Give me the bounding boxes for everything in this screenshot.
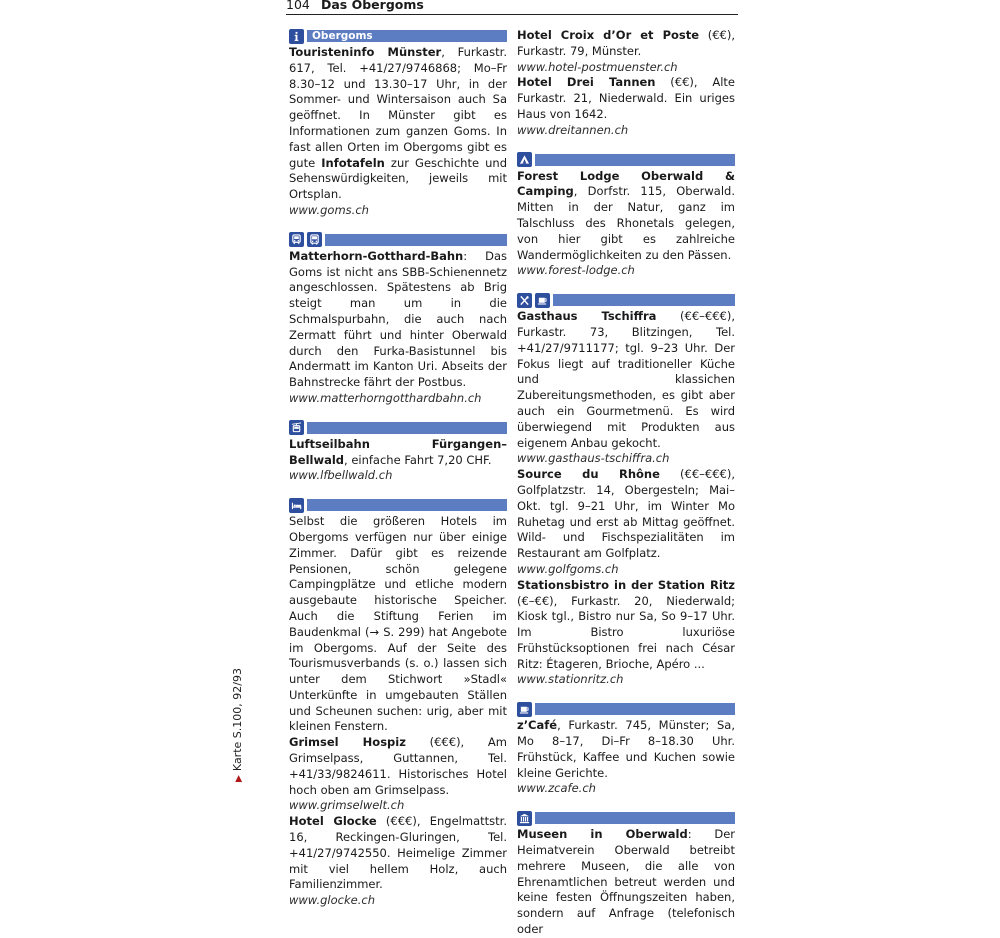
entry-source-du-rhone: Source du Rhône (€€–€€€), Golfplatzstr. 14, Obergesteln; Mai–Okt. tgl. 9–21 Uhr, im Winter Mo Ruhetag und erst ab Mittag geöffnet. Wild- und Fischspezialitäten im Restaurant am Golfplatz. [517, 467, 735, 561]
info-icon [289, 29, 304, 44]
cable-car-icon [289, 420, 304, 435]
entry-hotel-drei-tannen: Hotel Drei Tannen (€€), Alte Furkastr. 21, Niederwald. Ein uriges Haus von 1642. [517, 75, 735, 121]
entry-hotel-glocke: Hotel Glocke (€€€), Engelmattstr. 16, Reckingen-Gluringen, Tel. +41/27/9742550. Heimelige Zimmer mit viel hellem Holz, auch Familienzimmer. [289, 814, 507, 892]
coffee-cup-icon [535, 293, 550, 308]
entry-museen-oberwald: Museen in Oberwald: Der Heimatverein Oberwald betreibt mehrere Museen, die alle von Ehrenamtlichen betreut werden und keine festen Öffnungszeiten haben, sondern auf Anfrage (telefonisch oder [517, 827, 735, 937]
museum-icon [517, 811, 532, 826]
entry-grimsel-hospiz: Grimsel Hospiz (€€€), Am Grimselpass, Guttannen, Tel. +41/33/9824611. Historisches Hotel hoch oben am Grimselpass. [289, 735, 507, 797]
link-zcafe[interactable]: www.zcafe.ch [517, 781, 596, 796]
entry-gasthaus-tschiffra: Gasthaus Tschiffra (€€–€€€), Furkastr. 73, Blitzingen, Tel. +41/27/9711177; tgl. 9–23 Uhr. Der Fokus liegt auf traditioneller Küche und klassichen Zubereitungsmethoden, es gibt aber auch ein Gourmetmenü. Es wird überwiegend mit Produkten aus eigenem Anbau gekocht. [517, 309, 735, 450]
section-bar-camping [517, 152, 735, 168]
entry-zcafe: z’Café, Furkastr. 745, Münster; Sa, Mo 8–17, Di–Fr 8–18.30 Uhr. Frühstück, Kaffee und Kuchen sowie kleine Gerichte. [517, 718, 735, 780]
section-bar-label: Obergoms [307, 30, 507, 42]
link-hotel-postmuenster[interactable]: www.hotel-postmuenster.ch [517, 59, 678, 74]
section-bar-fill [535, 703, 735, 715]
section-bar-fill [325, 234, 507, 246]
train-icon [289, 232, 304, 247]
section-bar-info [289, 28, 507, 44]
entry-touristinfo: Touristeninfo Münster, Furkastr. 617, Tel. +41/27/9746868; Mo–Fr 8.30–12 und 13.30–17 Uhr, in der Sommer- und Wintersaison auch Sa geöffnet. In Münster gibt es Informationen zum ganzen Goms. In fast allen Orten im Obergoms gibt es gute Infotafeln zur Geschichte und Sehenswürdigkeiten, jeweils mit Ortsplan. [289, 45, 507, 202]
section-bar-fill [553, 294, 735, 306]
bed-icon [289, 498, 304, 513]
tent-icon [517, 152, 532, 167]
section-bar-transport [289, 232, 507, 248]
link-stationritz[interactable]: www.stationritz.ch [517, 672, 624, 687]
entry-matterhorn-gotthard-bahn: Matterhorn-Gotthard-Bahn: Das Goms ist nicht ans SBB-Schienennetz angeschlossen. Spätestens ab Brig steigt man um in die Schmalspurbahn, die auch nach Zermatt führt und hinter Oberwald durch den Furka-Basistunnel bis Andermatt im Kanton Uri. Abseits der Bahnstrecke fährt der Postbus. [289, 248, 507, 390]
section-bar-accommodation [289, 497, 507, 513]
map-reference: ▶Karte S.100, 92/93 [231, 668, 244, 782]
link-grimselwelt[interactable]: www.grimselwelt.ch [289, 798, 405, 813]
entry-hotel-croix-dor: Hotel Croix d’Or et Poste (€€), Furkastr. 79, Münster. [517, 28, 736, 58]
entry-hotels-intro: Selbst die größeren Hotels im Obergoms verfügen nur über einige Zimmer. Dafür gibt es reizende Pensionen, schön gelegene Campingplätze und etliche modern ausgebaute historische Speicher. Auch die Stiftung Ferien im Baudenkmal (→ S. 299) hat Angebote im Obergoms. Auf der Seite des Tourismusverbands (s. o.) lassen sich unter dem Stichwort »Stadl« Unterkünfte in umgebauten Ställen und Scheunen suchen: urig, aber mit kleinen Fenstern. [289, 514, 507, 734]
section-bar-food [517, 292, 735, 308]
section-bar-fill [307, 422, 507, 434]
section-bar-fill [535, 812, 735, 824]
link-lfbellwald[interactable]: www.lfbellwald.ch [289, 468, 393, 483]
right-column [517, 28, 735, 938]
page-number: 104 [286, 0, 310, 12]
cutlery-icon [517, 293, 532, 308]
page-header [286, 0, 738, 15]
entry-luftseilbahn: Luftseilbahn Fürgangen–Bellwald, einfache Fahrt 7,20 CHF. [289, 436, 507, 467]
link-dreitannen[interactable]: www.dreitannen.ch [517, 122, 629, 137]
left-column [289, 28, 507, 909]
link-gasthaus-tschiffra[interactable]: www.gasthaus-tschiffra.ch [517, 451, 670, 466]
coffee-cup-icon [517, 702, 532, 717]
section-bar-cafe [517, 701, 735, 717]
section-bar-museum [517, 810, 735, 826]
triangle-marker-icon: ▶ [234, 775, 244, 782]
entry-forest-lodge: Forest Lodge Oberwald & Camping, Dorfstr. 115, Oberwald. Mitten in der Natur, ganz im Talschluss des Rhonetals gelegen, von hier gibt es zahlreiche Wandermöglichkeiten zu den Pässen. [517, 168, 735, 262]
section-bar-fill [535, 154, 735, 166]
link-glocke[interactable]: www.glocke.ch [289, 893, 375, 908]
link-forest-lodge[interactable]: www.forest-lodge.ch [517, 263, 635, 278]
running-title: Das Obergoms [321, 0, 424, 12]
link-goms[interactable]: www.goms.ch [289, 202, 369, 217]
link-golfgoms[interactable]: www.golfgoms.ch [517, 561, 619, 576]
section-bar-fill [307, 499, 507, 511]
link-mgb[interactable]: www.matterhorngotthardbahn.ch [289, 390, 482, 405]
bus-icon [307, 232, 322, 247]
section-bar-cablecar [289, 420, 507, 436]
entry-stationsbistro-ritz: Stationsbistro in der Station Ritz (€–€€), Furkastr. 20, Niederwald; Kiosk tgl., Bistro nur Sa, So 9–17 Uhr. Im Bistro luxuriöse Frühstücksoptionen frei nach César Ritz: Étageren, Brioche, Apéro ... [517, 577, 735, 671]
